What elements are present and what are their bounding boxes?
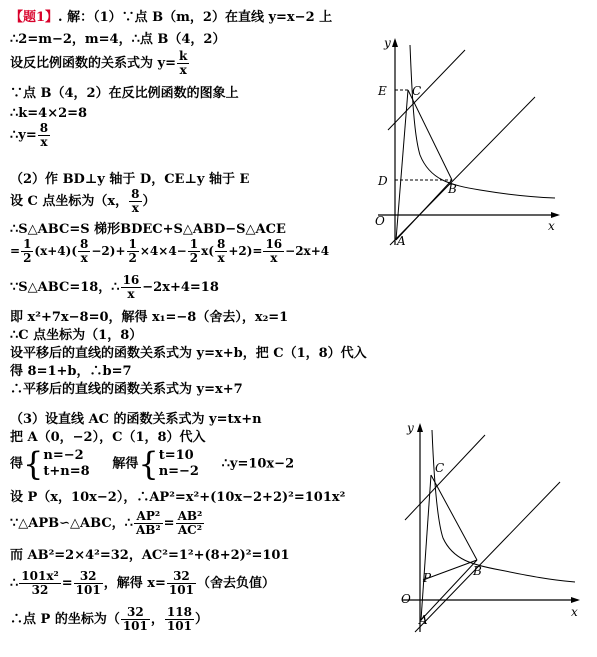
problem-tag: 【题1】 [10, 10, 59, 25]
line-p3-2: 把 A（0，−2），C（1，8）代入 [10, 430, 206, 445]
line-p2-5: ∵S△ABC=18，∴ $\frac{16}{x}$ −2x+4=18 [10, 273, 219, 301]
line-p2-9: 得 8=1+b，∴b=7 [10, 364, 132, 379]
line-p3-4: 设 P（x，10x−2），∴AP²=x²+(10x−2+2)²=101x² [10, 490, 346, 505]
g2-x-label: x [571, 605, 578, 619]
line-p1-1: 【题1】. 解：（1）∵点 B（m，2）在直线 y=x−2 上 [10, 10, 333, 25]
g1-origin: O [375, 214, 385, 228]
line-p2-7: ∴C 点坐标为（1，8） [10, 328, 143, 343]
g2-point-a: A [419, 613, 428, 627]
line-p1-2: ∴2=m−2，m=4，∴点 B（4，2） [10, 32, 226, 47]
line-p1-6: ∴y= $\frac{8}{x}$ [10, 121, 49, 149]
g1-point-a: A [397, 234, 406, 248]
line-p2-6: 即 x²+7x−8=0，解得 x₁=−8（舍去），x₂=1 [10, 310, 289, 325]
g1-point-d: D [378, 174, 388, 188]
line-p3-1: （3）设直线 AC 的函数关系式为 y=tx+n [10, 412, 262, 427]
line-p3-6: 而 AB²=2×4²=32，AC²=1²+(8+2)²=101 [10, 548, 290, 563]
g1-x-label: x [548, 219, 555, 233]
graph-1 [360, 35, 565, 250]
g1-point-b: B [448, 182, 457, 196]
line-p2-10: ∴平移后的直线的函数关系式为 y=x+7 [10, 382, 243, 397]
line-p2-4: = $\frac{1}{2}$ (x+4)( $\frac{8}{x}$ −2)+ $\frac{1}{2}$ ×4×4− $\frac{1}{2}$ x( $\frac{8}{x}$ +2)= $\frac{16}{x}$ −2x+4 [10, 237, 330, 265]
g2-point-p: P [423, 571, 432, 585]
g1-y-label: y [384, 36, 391, 50]
line-p3-8: ∴点 P 的坐标为（ $\frac{32}{101}$ ， $\frac{118}{101}$ ） [10, 605, 208, 633]
line-p3-5: ∵△APB∽△ABC，∴ $\frac{\text{AP²}}{\text{AB²}}$ = $\frac{\text{AB²}}{\text{AC²}}$ [10, 509, 203, 537]
line-p2-1: （2）作 BD⊥y 轴于 D，CE⊥y 轴于 E [10, 172, 250, 187]
line-p1-3: 设反比例函数的关系式为 y= $\frac{k}{x}$ [10, 49, 188, 77]
line-p1-4: ∵点 B（4，2）在反比例函数的图象上 [10, 86, 239, 101]
g2-point-b: B [473, 564, 482, 578]
g1-point-c: C [412, 84, 422, 98]
g2-y-label: y [407, 421, 414, 435]
g2-origin: O [401, 592, 411, 606]
graph-2 [385, 420, 585, 635]
line-p1-5: ∴k=4×2=8 [10, 106, 88, 121]
g2-point-c: C [435, 461, 445, 475]
g1-point-e: E [378, 84, 387, 98]
line-p3-3: 得{ n=−2 t+n=8 解得{ t=10 n=−2 ∴y=10x−2 [10, 445, 295, 483]
line-p3-7: ∴ $\frac{\text{101x²}}{32}$ = $\frac{32}{101}$ ，解得 x= $\frac{32}{101}$ （舍去负值） [10, 569, 275, 597]
line-p2-3: ∴S△ABC=S 梯形BDEC+S△ABD−S△ACE [10, 222, 286, 237]
line-p2-8: 设平移后的直线的函数关系式为 y=x+b，把 C（1，8）代入 [10, 346, 367, 361]
line-p2-2: 设 C 点坐标为（x， $\frac{8}{x}$ ） [10, 187, 156, 215]
